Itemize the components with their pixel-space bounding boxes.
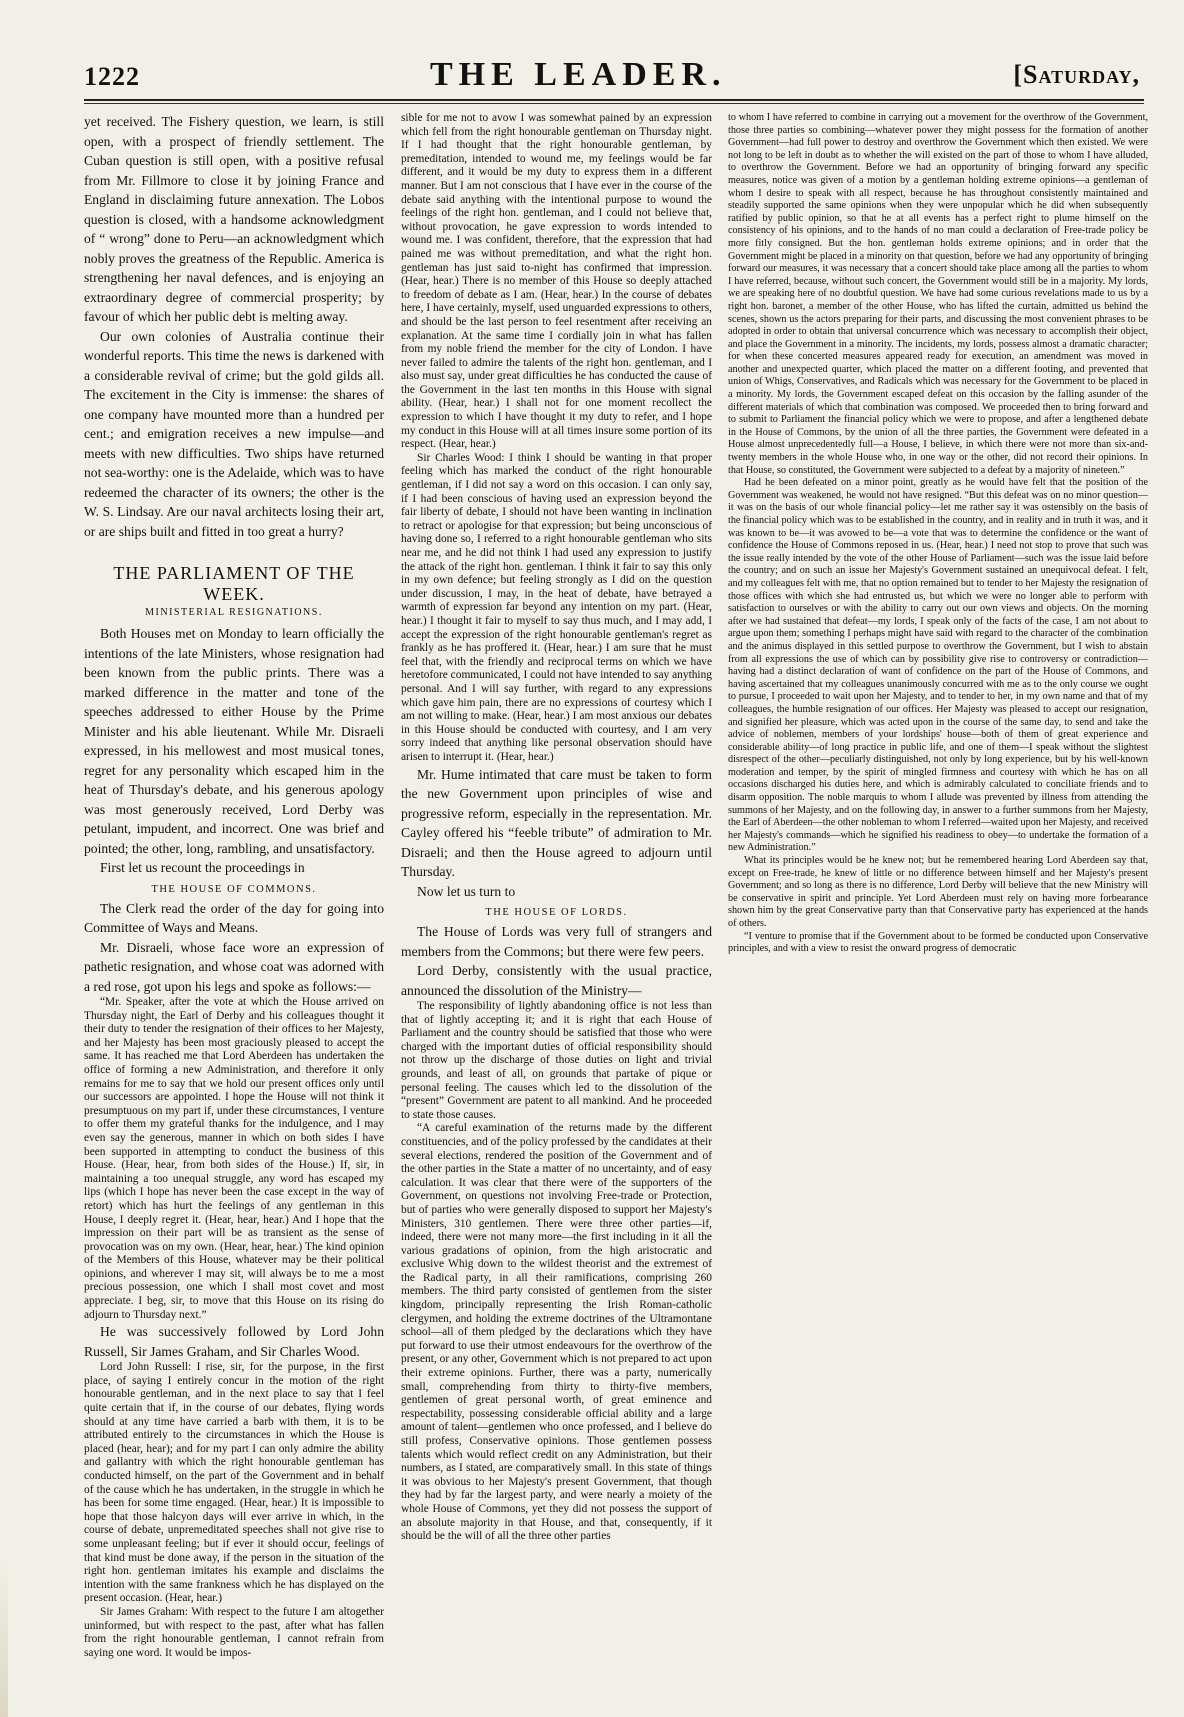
speech-derby-cont: What its principles would be he knew not; but he remembered hearing Lord Aberdeen say that, except on Free-trade, he knew of little or no difference between himself and her Majesty's present Government; and so long as there is no difference, Lord Derby will believe that the new Ministry will be conservative in spirit and principle. Yet Lord Aberdeen must rely on having more forbearance shown him by the great Conservative party than that Conservative party has experienced at the hands of others. — [728, 855, 1148, 929]
speech-russell: Lord John Russell: I rise, sir, for the purpose, in the first place, of saying I entirely concur in the motion of the right honourable gentleman, and in the next place to say that I feel quite certain that if, in the course of our debates, flying words should at any time have carried a barb with them, it is to be attributed entirely to the circumstances in which the House is placed (hear, hear); and for my part I can only admire the ability and gallantry with which the right honourable gentleman has conducted himself, on the part of the Government and in behalf of the cause which he has undertaken, in the struggle in which he has been for some time engaged. (Hear, hear.) It is impossible to hope that those halcyon days will ever arrive in which, in the course of debate, unpremeditated speeches shall not give rise to some unpleasant feeling; but if ever it should occur, feelings of that kind must be done away, if the person in the situation of the right hon. gentleman imitates his example and disclaims the intention with the same frankness which he has displayed on the present occasion. (Hear, hear.) — [84, 1361, 384, 1605]
speech-derby: The responsibility of lightly abandoning office is not less than that of lightly accepting it; and it is right that each House of Parliament and the country should be satisfied that those who were charged with the important duties of official responsibility should not throw up the discharge of those duties on light and trivial grounds, and least of all, on grounds that partake of pique or personal feeling. The causes which led to the dissolution of the “present” Government are patent to all mankind. And he proceeded to state those causes. — [401, 1000, 712, 1121]
speech-derby-cont: to whom I have referred to combine in carrying out a movement for the overthrow of the Government, those three parties so combining—whatever power they might possess for the formation of another Government—had full power to destroy and overthrow the Government which then existed. We were not long to be left in doubt as to whether the will existed on the part of those to whom I have alluded, to overthrow the Government. Before we had an opportunity of bringing forward any specific measures, notice was given of a motion by a gentleman holding extreme opinions—a gentleman of whom I desire to speak with all respect, because he has throughout consistently maintained and steadily supported the same opinions when they were unpopular which he did when subsequently ratified by public opinion, so that he at all events has a perfect right to plume himself on the consistency of his opinions, and to the hands of no man could a declaration of Free-trade policy be more fitly consigned. But the hon. gentleman holds extreme opinions; and in order that the Government might be placed in a minority on that question, before we had any opportunity of bringing forward our measures, it was necessary that a concert should take place among all the parties to whom I have referred, because, without such concert, the Government would still be in a majority. My lords, we are speaking here of no doubtful question. We have had some curious revelations made to us by a right hon. baronet, a member of the other House, who has lifted the curtain, admitted us behind the scenes, shown us the actors preparing for their parts, and discussing the most convenient phrases to be adopted in order to obtain that universal concurrence which was necessary to accomplish their object, and place the Government in a minority. The incidents, my lords, possess almost a dramatic character; for when these concerted measures appeared ready for execution, an amendment was moved in another and unexpected quarter, which placed the matter on a different footing, and prevented that union of Whigs, Conservatives, and Radicals which was necessary for the Government to be placed in a minority. My lords, the Government escaped defeat on this occasion by the falling asunder of the different materials of which that combination was composed. We proceeded then to bring forward and to submit to Parliament the financial policy which we were to propose, and after a lengthened debate in the House of Commons, by the union of all the three parties, the Government were defeated in a House almost unprecedentedly full—a House, I believe, in which there were not more than six-and-twenty members in the whole House who, in one way or the other, did not record their opinions. In that House, so constituted, the Government were subjected to a defeat by a majority of nineteen.” — [728, 112, 1148, 476]
commons-heading: THE HOUSE OF COMMONS. — [151, 883, 317, 895]
speech-graham: Sir James Graham: With respect to the future I am altogether uninformed, but with respect to the past, after what has fallen from the right honourable gentleman, I cannot refrain from saying one word. It would be impos- — [84, 1605, 384, 1659]
speech-derby-cont: “I venture to promise that if the Government about to be formed be conducted upon Conservative principles, and with a view to resist the onward progress of democratic — [728, 930, 1148, 955]
speech-graham-cont: sible for me not to avow I was somewhat pained by an expression which fell from the right honourable gentleman on Thursday night. If I had thought that the right honourable gentleman, by premeditation, intended to wound me, my feelings would be far different, and it would be my duty to express them in a different manner. But I am not conscious that I have ever in the course of the debate said anything with the intentional purpose to wound the feelings of the right hon. gentleman, and I could not believe that, without provocation, he gave expression to words intended to wound me. I was confident, therefore, that the expression that had pained me was without premeditation, and what the right hon. gentleman has just said to-night has confirmed that impression. (Hear, hear.) There is no member of this House so deeply attached to freedom of debate as I am. (Hear, hear.) In the course of debates here, I have certainly, myself, used unguarded expressions to others, and should be the last person to feel resentment after receiving an explanation. At the same time I cordially join in what has fallen from my noble friend the member for the city of London. I have never failed to admire the talents of the right hon. gentleman, and I also must say, under great difficulties he has conducted the cause of the Government in the last ten months in this House with signal ability. (Hear, hear.) I shall not for one moment recollect the expression to which I have thought it my duty to refer, and I hope my conduct in this House will at all times insure some portion of its respect. (Hear, hear.) — [401, 112, 712, 451]
masthead-rule — [84, 99, 1144, 101]
body-paragraph: He was successively followed by Lord John Russell, Sir James Graham, and Sir Charles Wood. — [84, 1324, 384, 1359]
page-edge-shadow — [0, 1560, 8, 1717]
speech-wood: Sir Charles Wood: I think I should be wanting in that proper feeling which has marked the conduct of the right honourable gentleman, if I did not say a word on this occasion. I can only say, if I had been conscious of having used an expression beyond the fair liberty of debate, I should not have been wanting in inclination to retract or apologise for that expression; but being unconscious of having done so, I referred to a right honourable gentleman who sits near me, and he did not think I had used any expression to justify the attack of the right hon. gentleman. I think it fair to say this only in my own defence; but feeling strongly as I did on the question under discussion, I may, in the heat of debate, have betrayed a warmth of expression far beyond any intention on my part. (Hear, hear.) I thought it fair to myself to say thus much, and I may add, I accept the expression of the right honourable gentleman's regret as frankly as he has proffered it. (Hear, hear.) I am sure that he must feel that, with the friendly and reciprocal terms on which we have heretofore communicated, I could not have intended to say anything personal. And I will say further, with regard to any expressions which gave him pain, there are no expressions of courtesy which I am not willing to make. (Hear, hear.) I am most anxious our debates in this House should be conducted with courtesy, and I am very sorry indeed that anything like personal observation should have arisen to interrupt it. (Hear, hear.) — [401, 451, 712, 763]
body-paragraph: Now let us turn to — [417, 883, 516, 899]
body-paragraph: The Clerk read the order of the day for going into Committee of Ways and Means. — [84, 900, 384, 935]
intro-paragraph: yet received. The Fishery question, we learn, is still open, with a prospect of friendly settlement. The Cuban question is still open, with a positive refusal from Mr. Fillmore to close it by joining France and England in disclaiming future annexation. The Lobos question is closed, with a handsome acknowledgment of “ wrong” done to Peru—an acknowledgment which nobly proves the greatness of the Republic. America is strengthening her naval defences, and is enjoying an extraordinary degree of commercial prosperity; by favour of which her public debt is melting away. — [84, 114, 384, 324]
speech-derby-cont: Had he been defeated on a minor point, greatly as he would have felt that the position of the Government was weakened, he would not have resigned. “But this defeat was on no minor question—it was on the basis of our whole financial policy—let me rather say it was ostensibly on the basis of the financial policy which was to be established in the country, and in reality and in truth it was, and it was known to be—it was avowed to be—a vote that was to determine the confidence or the want of confidence the House of Commons reposed in us. (Hear, hear.) I need not stop to prove that such was the issue really intended by the vote of the other House of Parliament—such was the issue laid before the country; and on such an issue her Majesty's Government sustained an unequivocal defeat. I felt, and my colleagues felt with me, that no option remained but to tender to her Majesty the resignation of those offices with which she had entrusted us, but which we were no longer able to perform with satisfaction to ourselves or with the ability to carry out our own views and objects. On the morning after we had sustained that defeat—my lords, I speak only of the facts of the case, I am not about to argue upon them; something I perhaps might have said with regard to the character of the combination and the animus displayed in this settled purpose to overthrow the Government, but I wish to abstain from all expressions the use of which can by possibility give rise to controversy or contradiction—having had a distinct declaration of want of confidence on the part of the House of Commons, and having ascertained that my colleagues unanimously concurred with me as to the only course we ought to pursue, I proceeded to wait upon her Majesty, and to tender to her, in my own name and that of my colleagues, the humble resignation of our offices. Her Majesty was pleased to accept our resignation, and signified her pleasure, which was acted upon in the course of the same day, to send and take the advice of noblemen, members of your lordships' house—both of them of great experience and considerable ability—of long practice in public life, and one of them—I speak without the slightest disrespect of the other—peculiarly distinguished, not only by long experience, but by his well-known moderation and temper, by the spirit of mingled firmness and courtesy with which he has on all occasions discharged his duties here, and which is admirably calculated to conciliate friends and to disarm opposition. The noble marquis to whom I allude was prevented by illness from attending the summons of her Majesty, and on the following day, in answer to a further summons from her Majesty, the Earl of Aberdeen—the other nobleman to whom I referred—waited upon her Majesty, and received her Majesty's commands—which he signified his readiness to obey—to undertake the formation of a new Administration.” — [728, 477, 1148, 854]
body-paragraph: Mr. Hume intimated that care must be taken to form the new Government upon principles of wise and progressive reform, especially in the representation. Mr. Cayley offered his “feeble tribute” of admiration to Mr. Disraeli; and then the House agreed to adjourn until Thursday. — [401, 766, 712, 879]
column-right — [728, 112, 1148, 956]
masthead-rule-thin — [84, 103, 1144, 104]
masthead-day: [Saturday, — [1013, 60, 1140, 89]
lords-heading: THE HOUSE OF LORDS. — [485, 907, 628, 918]
column-left — [84, 112, 384, 1660]
body-paragraph: The House of Lords was very full of strangers and members from the Commons; but there were few peers. — [401, 924, 712, 959]
body-paragraph: Mr. Disraeli, whose face wore an expression of pathetic resignation, and whose coat was adorned with a red rose, got upon his legs and spoke as follows:— — [84, 939, 384, 994]
speech-derby: “A careful examination of the returns made by the different constituencies, and of the policy professed by the candidates at their several elections, rendered the position of the Government and of the other parties in the State a matter of no uncertainty, and of easy calculation. It was clear that there were of the supporters of the Government, on questions not involving Free-trade or Protection, but of parties who were generally disposed to support her Majesty's Ministers, 310 gentlemen. There were three other parties—if, indeed, there were not many more—the first including in it all the various gradations of opinion, from the high aristocratic and exclusive Whig down to the wildest theorist and the extremest of the Radical party, in all their ramifications, comprising 260 members. The third party consisted of gentlemen from the sister kingdom, principally representing the Irish Roman-catholic clergymen, and holding the extreme doctrines of the Ultramontane school—all of them pledged by the declarations which they have put forward to use their utmost endeavours for the overthrow of the present, or any other, Government which is not prepared to act upon their extreme opinions. Further, there was a party, numerically small, comprehending from thirty to thirty-five members, gentlemen of great personal worth, of great eminence and respectability, possessing considerable official ability and a large amount of talent—gentlemen who once professed, and I believe do still profess, Conservative opinions. Those gentlemen possess talents which would reflect credit on any Administration, but their numbers, as I stated, are comparatively small. In this state of things it was obvious to her Majesty's present Government, that though they had by far the largest party, and were nearly a moiety of the whole House of Commons, yet they did not possess the support of an absolute majority in that House, and that, consequently, if it should be the will of all the three other parties — [401, 1122, 712, 1543]
body-paragraph: First let us recount the proceedings in — [100, 860, 305, 875]
body-paragraph: Lord Derby, consistently with the usual practice, announced the dissolution of the Ministry— — [401, 963, 712, 998]
page-number: 1222 — [84, 62, 140, 91]
section-subheading: MINISTERIAL RESIGNATIONS. — [145, 607, 323, 618]
newspaper-title: THE LEADER. — [430, 56, 727, 93]
column-middle — [401, 112, 712, 1544]
section-heading: THE PARLIAMENT OF THE WEEK. — [113, 563, 355, 604]
intro-paragraph: Our own colonies of Australia continue their wonderful reports. This time the news is darkened with a considerable revival of crime; but the gold gilds all. The excitement in the City is immense: the shares of one company have mounted more than a hundred per cent.; and emigration receives a new impulse—and meets with new difficulties. Two ships have returned not sea-worthy: one is the Adelaide, which was to have redeemed the character of its owners; the other is the W. S. Lindsay. Are our naval architects losing their art, or are ships built and fitted in too great a hurry? — [84, 328, 384, 539]
speech-disraeli: “Mr. Speaker, after the vote at which the House arrived on Thursday night, the Earl of Derby and his colleagues thought it their duty to tender the resignation of their offices to her Majesty, and her Majesty has been most graciously pleased to accept the same. It has reached me that Lord Aberdeen has undertaken the office of forming a new Administration, and therefore it only remains for me to say that we hold our present offices only until our successors are appointed. I hope the House will not think it presumptuous on my part if, under these circumstances, I venture to offer them my grateful thanks for the indulgence, and I may even say the generous, manner in which on both sides I have been supported in attempting to conduct the business of this House. (Hear, hear, from both sides of the House.) If, sir, in maintaining a too unequal struggle, any word has escaped my lips (which I hope has never been the case except in the way of retort) which has hurt the feelings of any gentleman in this House, I deeply regret it. (Hear, hear, hear.) And I hope that the impression on their part will be as transient as the sense of provocation was on my own. (Hear, hear, hear.) The kind opinion of the Members of this House, whatever may be their political opinions, and wherever I may sit, will always be to me a most precious possession, one which I shall most covet and most appreciate. I beg, sir, to move that this House on its rising do adjourn to Thursday next.” — [84, 996, 384, 1321]
body-paragraph: Both Houses met on Monday to learn officially the intentions of the late Ministers, whose resignation had been known from the public prints. There was a marked difference in the matter and tone of the speeches addressed to either House by the Prime Minister and his able lieutenant. While Mr. Disraeli expressed, in his mellowest and most musical tones, regret for any personality which escaped him in the heat of Thursday's debate, and his generous apology was most generously received, Lord Derby was petulant, impudent, and incorrect. One was brief and pointed; the other, long, rambling, and unsatisfactory. — [84, 626, 384, 856]
